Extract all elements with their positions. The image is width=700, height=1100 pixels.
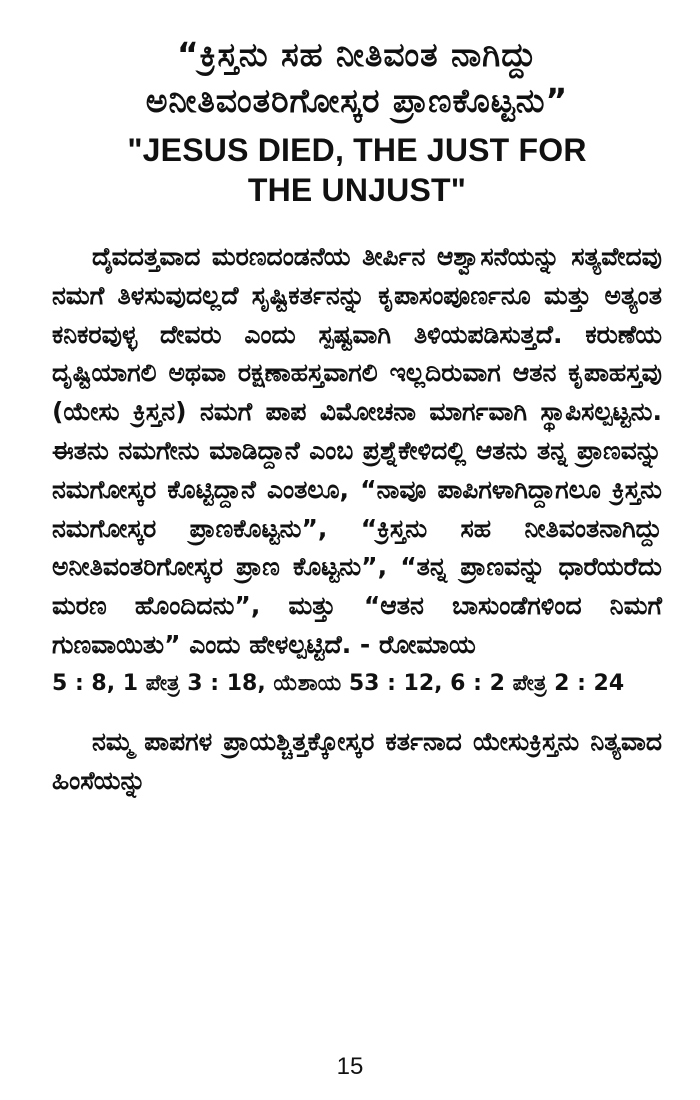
kannada-title-line-1: “ಕ್ರಿಸ್ತನು ಸಹ ನೀತಿವಂತ ನಾಗಿದ್ದು: [176, 35, 538, 74]
scripture-references: 5 : 8, 1 ಪೇತ್ರ 3 : 18, ಯೆಶಾಯ 53 : 12, 6 : 2 ಪೇತ್ರ 2 : 24: [52, 670, 625, 696]
english-title-line-2: THE UNJUST": [247, 172, 467, 208]
body-paragraph-1: ದೈವದತ್ತವಾದ ಮರಣದಂಡನೆಯ ತೀರ್ಪಿನ ಆಶ್ವಾಸನೆಯನ್ನು ಸತ್ಯವೇದವು ನಮಗೆ ತಿಳಸುವುದಲ್ಲದೆ ಸೃಷ್ಟಿಕರ್ತನನ್ನು ಕೃಪಾಸಂಪೂರ್ಣನೂ ಮತ್ತು ಅತ್ಯಂತ ಕನಿಕರವುಳ್ಳ ದೇವರು ಎಂದು ಸ್ಪಷ್ಟವಾಗಿ ತಿಳಿಯಪಡಿಸುತ್ತದೆ. ಕರುಣೆಯ ದೃಷ್ಟಿಯಾಗಲಿ ಅಥವಾ ರಕ್ಷಣಾಹಸ್ತವಾಗಲಿ ಇಲ್ಲದಿರುವಾಗ ಆತನ ಕೃಪಾಹಸ್ತವು (ಯೇಸು ಕ್ರಿಸ್ತನ) ನಮಗೆ ಪಾಪ ವಿಮೋಚನಾ ಮಾರ್ಗವಾಗಿ ಸ್ಥಾಪಿಸಲ್ಪಟ್ಟನು. ಈತನು ನಮಗೇನು ಮಾಡಿದ್ದಾನೆ ಎಂಬ ಪ್ರಶ್ನೆಕೇಳಿದಲ್ಲಿ ಆತನು ತನ್ನ ಪ್ರಾಣವನ್ನು ನಮಗೋಸ್ಕರ ಕೊಟ್ಟಿದ್ದಾನೆ ಎಂತಲೂ, “ನಾವೂ ಪಾಪಿಗಳಾಗಿದ್ದಾಗಲೂ ಕ್ರಿಸ್ತನು ನಮಗೋಸ್ಕರ ಪ್ರಾಣಕೊಟ್ಟನು”, “ಕ್ರಿಸ್ತನು ಸಹ ನೀತಿವಂತನಾಗಿದ್ದು ಅನೀತಿವಂತರಿಗೋಸ್ಕರ ಪ್ರಾಣ ಕೊಟ್ಟನು”, “ತನ್ನ ಪ್ರಾಣವನ್ನು ಧಾರೆಯರೆದು ಮರಣ ಹೊಂದಿದನು”, ಮತ್ತು “ಆತನ ಬಾಸುಂಡೆಗಳಿಂದ ನಿಮಗೆ ಗುಣವಾಯಿತು” ಎಂದು ಹೇಳಲ್ಪಟ್ಟಿದೆ. - ರೋಮಾಯ: [52, 242, 662, 659]
body-paragraph-2: ನಮ್ಮ ಪಾಪಗಳ ಪ್ರಾಯಶ್ಚಿತ್ತಕ್ಕೋಸ್ಕರ ಕರ್ತನಾದ ಯೇಸುಕ್ರಿಸ್ತನು ನಿತ್ಯವಾದ ಹಿಂಸೆಯನ್ನು: [52, 726, 662, 795]
kannada-title-line-2: ಅನೀತಿವಂತರಿಗೋಸ್ಕರ ಪ್ರಾಣಕೊಟ್ಟನು”: [145, 81, 569, 120]
english-title-line-1: "JESUS DIED, THE JUST FOR: [127, 132, 587, 168]
page-number: 15: [336, 1053, 364, 1080]
